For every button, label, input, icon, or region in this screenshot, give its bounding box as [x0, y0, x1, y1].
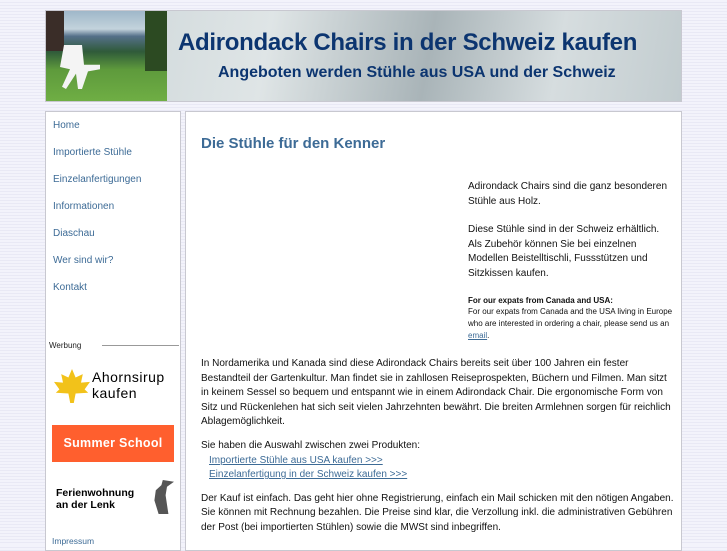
nav-kontakt[interactable]: Kontakt [53, 282, 87, 293]
choice-intro: Sie haben die Auswahl zwischen zwei Produkten: [201, 439, 421, 451]
link-importierte-stuehle[interactable]: Importierte Stühle aus USA kaufen >>> [209, 454, 383, 466]
nav-einzelanfertigungen[interactable]: Einzelanfertigungen [53, 174, 142, 185]
nav-diaschau[interactable]: Diaschau [53, 228, 95, 239]
ibex-icon [146, 480, 174, 514]
ad-ferienwohnung[interactable] [56, 484, 176, 516]
ad-ahornsirup-text: Ahornsirup kaufen [92, 369, 165, 401]
aside-paragraph: Diese Stühle sind in der Schweiz erhältlich. Als Zubehör können Sie bei einzelnen Modellen Beistelltischli, Fussstützen und Sitzkissen kaufen. [468, 224, 660, 279]
trees-image [145, 11, 167, 71]
paragraph: Der Kauf ist einfach. Das geht hier ohne Registrierung, einfach ein Mail schicken mit den nötigen Angaben. Sie können mit Rechnung bezahlen. Die Preise sind klar, die Verzollung inkl. die administrativen Gebühren der Post (bei importierten Stühlen) sowie die MWSt sind inbegriffen. [201, 492, 674, 533]
aside-paragraph: Adirondack Chairs sind die ganz besonderen Stühle aus Holz. [468, 181, 668, 207]
header-photo [46, 11, 167, 101]
page-title: Die Stühle für den Kenner [201, 135, 386, 152]
maple-leaf-icon [54, 369, 90, 403]
nav-wer-sind-wir[interactable]: Wer sind wir? [53, 255, 114, 266]
sidebar [45, 111, 181, 551]
expat-heading: For our expats from Canada and USA: [468, 296, 613, 305]
main-text [201, 357, 676, 545]
ads-label: Werbung [49, 341, 82, 350]
ad-summer-school[interactable]: Summer School [52, 425, 174, 462]
intro-aside [468, 180, 673, 342]
nav-informationen[interactable]: Informationen [53, 201, 115, 212]
site-title: Adirondack Chairs in der Schweiz kaufen [178, 29, 638, 56]
nav-home[interactable]: Home [53, 120, 80, 131]
main-content [185, 111, 682, 551]
nav-importierte-stuehle[interactable]: Importierte Stühle [53, 147, 132, 158]
cabin-image [46, 11, 64, 51]
expat-body: For our expats from Canada and the USA living in Europe who are interested in ordering a chair, please send us an [468, 307, 673, 328]
ad-ahornsirup[interactable] [52, 367, 177, 407]
paragraph: In Nordamerika und Kanada sind diese Adirondack Chairs bereits seit über 100 Jahren ein fester Bestandteil der Gartenkultur. Man findet sie in zahllosen Reiseprospekten, Büchern und Filmen. Man sitzt in keinem Sessel so bequem und entspannt wie in einem Adirondack Chair. Die ergonomische Form von Sitz und Rückenlehen hat sich seit vielen Jahrzehnten bewährt. Die breiten Armlehnen sorgen für reichlich Ablagemöglichkeit. [201, 358, 671, 428]
adirondack-chair-image [60, 45, 100, 89]
impressum-link[interactable]: Impressum [52, 536, 95, 546]
expat-text [468, 306, 673, 342]
divider [102, 345, 179, 346]
expat-end: . [487, 331, 490, 340]
ad-ferienwohnung-text: Ferienwohnung an der Lenk [56, 487, 135, 511]
email-link[interactable]: email [468, 331, 488, 340]
site-header [45, 10, 682, 102]
link-einzelanfertigung[interactable]: Einzelanfertigung in der Schweiz kaufen >>> [209, 469, 408, 481]
site-subtitle: Angeboten werden Stühle aus USA und der Schweiz [218, 64, 616, 81]
